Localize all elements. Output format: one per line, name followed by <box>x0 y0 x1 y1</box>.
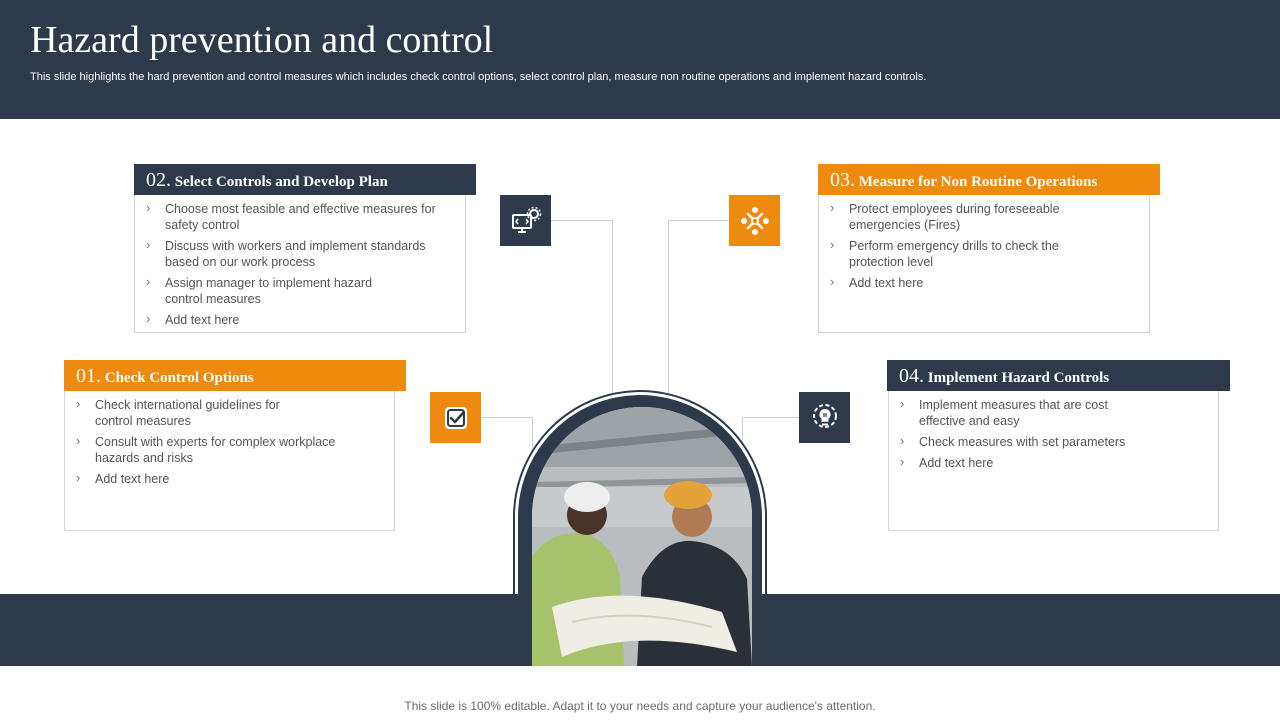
connector-line <box>551 220 613 221</box>
connector-line <box>481 417 533 418</box>
list-item: › Check measures with set parameters <box>899 434 1189 450</box>
step-02-title: Select Controls and Develop Plan <box>174 174 388 190</box>
step-02-icon-box <box>500 195 551 246</box>
workers-photo <box>532 407 752 666</box>
list-item: › Consult with experts for complex workplace hazards and risks <box>75 434 365 466</box>
step-04-list <box>899 397 1189 476</box>
step-03-card <box>818 194 1150 333</box>
header-bar <box>0 0 1280 119</box>
step-01-title: Check Control Options <box>104 370 254 386</box>
step-01-card <box>64 390 395 531</box>
step-03-title: Measure for Non Routine Operations <box>858 174 1098 190</box>
list-item: › Discuss with workers and implement standards based on our work process <box>145 238 445 270</box>
step-01-list <box>75 397 365 492</box>
footer-note: This slide is 100% editable. Adapt it to your needs and capture your audience's attention. <box>404 699 876 713</box>
connector-line <box>742 417 799 418</box>
list-item: › Choose most feasible and effective measures for safety control <box>145 201 445 233</box>
team-hands-icon <box>738 204 772 238</box>
list-item: › Check international guidelines for control measures <box>75 397 315 429</box>
connector-line <box>668 220 729 221</box>
connector-line <box>612 220 613 394</box>
list-item: › Add text here <box>145 312 445 328</box>
step-03-list <box>829 201 1089 296</box>
step-03-icon-box <box>729 195 780 246</box>
list-item: › Add text here <box>899 455 1189 471</box>
step-01-number: 01. <box>76 365 101 387</box>
checkbox-icon <box>441 403 471 433</box>
lightbulb-gear-icon <box>809 402 841 434</box>
computer-gear-icon <box>510 205 542 237</box>
step-01-header <box>64 360 406 391</box>
step-02-card <box>134 194 466 333</box>
step-02-header <box>134 164 476 195</box>
page-title: Hazard prevention and control <box>30 19 494 61</box>
list-item: › Implement measures that are cost effective and easy <box>899 397 1139 429</box>
step-04-number: 04. <box>899 365 924 387</box>
list-item: › Perform emergency drills to check the protection level <box>829 238 1089 270</box>
step-03-header <box>818 164 1160 195</box>
workers-illustration <box>532 407 752 666</box>
page-subtitle: This slide highlights the hard prevention and control measures which includes check control options, select control plan, measure non routine operations and implement hazard controls. <box>30 71 927 83</box>
step-03-number: 03. <box>830 169 855 191</box>
list-item: › Add text here <box>75 471 365 487</box>
step-04-header <box>887 360 1230 391</box>
step-04-card <box>888 390 1219 531</box>
step-02-number: 02. <box>146 169 171 191</box>
list-item: › Assign manager to implement hazard control measures <box>145 275 395 307</box>
step-01-icon-box <box>430 392 481 443</box>
connector-line <box>668 220 669 394</box>
step-02-list <box>145 201 445 333</box>
step-04-icon-box <box>799 392 850 443</box>
step-04-title: Implement Hazard Controls <box>927 370 1110 386</box>
arch-photo-frame <box>518 395 762 666</box>
list-item: › Add text here <box>829 275 1089 291</box>
list-item: › Protect employees during foreseeable emergencies (Fires) <box>829 201 1089 233</box>
